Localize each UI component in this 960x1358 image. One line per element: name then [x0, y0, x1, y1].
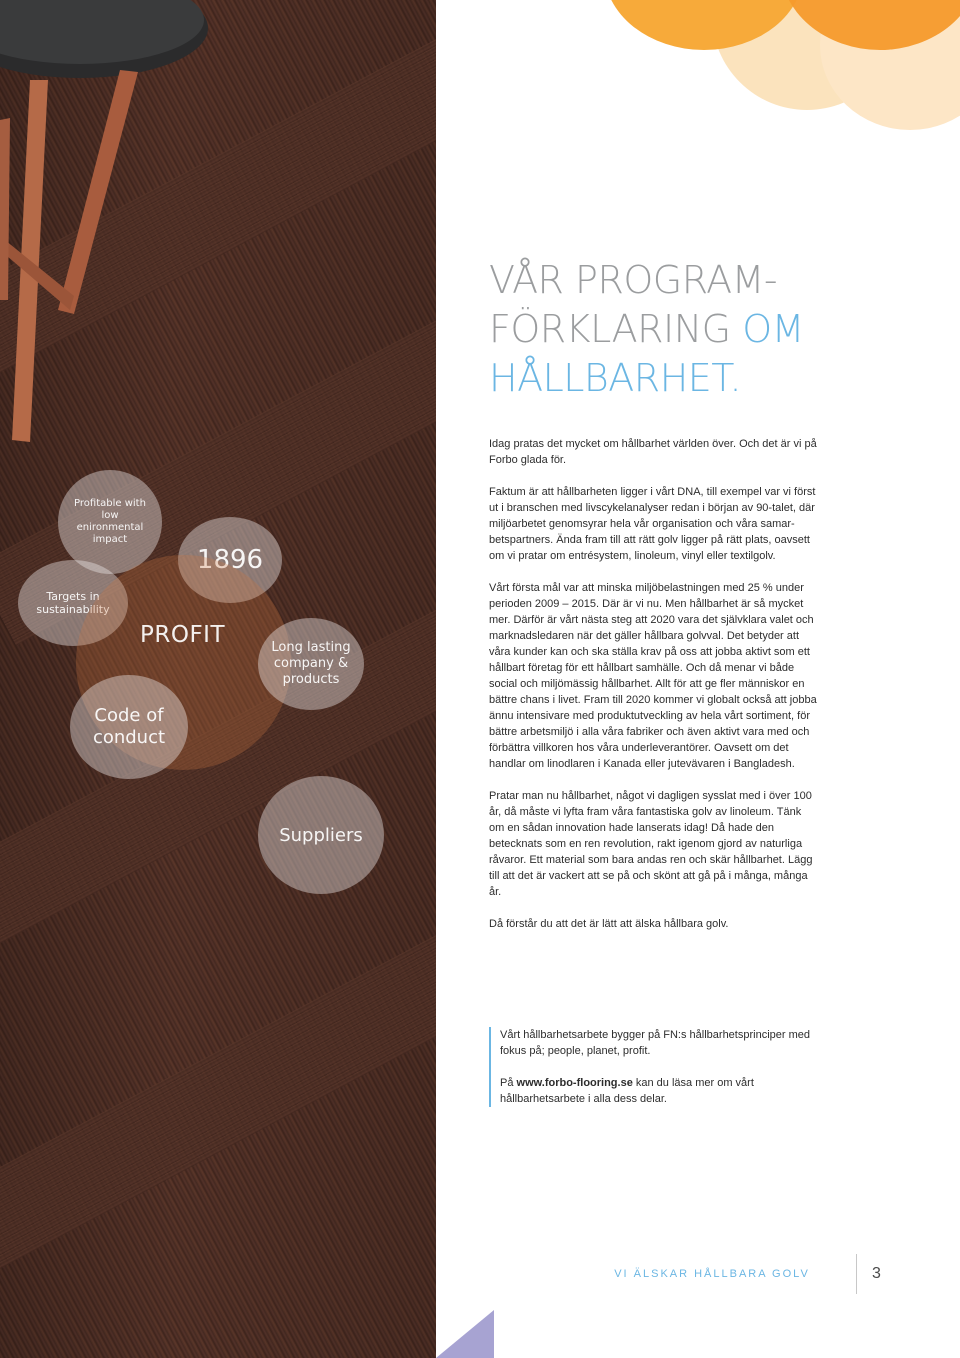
title-line-2-grey: FÖRKLARING [489, 307, 743, 351]
footer-divider [856, 1254, 857, 1294]
page-title [489, 256, 929, 403]
bubble-profitable [58, 470, 162, 574]
info-box [489, 1027, 830, 1107]
bubble-suppliers [258, 776, 384, 894]
paragraph-dna: Faktum är att hållbarheten ligger i vårt DNA, till exempel var vi först ut i branschen med livscykelanalyser redan i början av 90-talet, där miljöarbetet genomsyrar hela vår organisation och våra samar-betspartners. Ända fram till att rätt golv ligger på rätt plats, oavsett om vi pratar om entrésystem, linoleum, vinyl eller textilgolv. [489, 486, 816, 562]
bubble-code-of-conduct-label: Code of conduct [92, 705, 166, 748]
website-link[interactable]: www.forbo-flooring.se [516, 1077, 633, 1089]
footer-tagline: VI ÄLSKAR HÅLLBARA GOLV [614, 1268, 810, 1280]
floor-photo [0, 0, 436, 1358]
bubble-suppliers-label: Suppliers [279, 824, 363, 846]
paragraph-linoleum: Pratar man nu hållbarhet, något vi dagligen sysslat med i över 100 år, då måste vi lyfta fram våra fantastiska golv av linoleum. Tänk om en sådan innovation hade lanserats idag! Då hade den betecknats som en ren revolution, rakt igenom gjord av naturliga råvaror. Ett material som bara andas ren och skär hållbarhet. Lägg till att det är vackert att se på och skönt att gå på i många, många år. [489, 790, 813, 898]
paragraph-intro: Idag pratas det mycket om hållbarhet världen över. Och det är vi på Forbo glada för. [489, 438, 817, 466]
body-text [489, 436, 819, 948]
decorative-triangle [436, 1310, 494, 1358]
info-website-prefix: På [500, 1077, 517, 1089]
title-line-2 [489, 305, 929, 354]
bubble-long-lasting-label: Long lasting company & products [271, 640, 351, 687]
bubble-profitable-label: Profitable with low enironmental impact [74, 498, 146, 545]
bubble-year-label: 1896 [196, 545, 264, 575]
title-line-3: HÅLLBARHET. [489, 356, 742, 400]
paragraph-goals: Vårt första mål var att minska miljöbelastningen med 25 % under perioden 2009 – 2015. Där är vi nu. Men hållbarhet är så mycket mer. Därför är vårt nästa steg att 2020 vara det självklara valet och marknadsledaren när det gäller hållbara golvval. Det betyder att våra kunder kan och ska ställa krav på oss att jobba aktivt som ett hållbart företag för ett hållbart samhälle. Och då menar vi både social och miljömässig hållbarhet. Allt för att ge fler människor en bättre chans i livet. Fram till 2020 kommer vi globalt också att jobba ännu intensivare med produktutveckling av hela vårt sortiment, för bättre arbetsmiljö i alla våra fabriker och även aktivt vara med och förbättra villkoren hos våra underleverantörer. Oavsett om det handlar om linodlaren i Kanada eller jutevävaren i Bangladesh. [489, 582, 817, 770]
title-line-1: VÅR PROGRAM- [489, 258, 778, 302]
paragraph-closing: Då förstår du att det är lätt att älska hållbara golv. [489, 918, 729, 930]
info-website-suffix: kan du läsa mer om vårt hållbarhetsarbete i alla dess delar. [500, 1077, 754, 1105]
info-principles: Vårt hållbarhetsarbete bygger på FN:s hållbarhetsprinciper med fokus på; people, planet, profit. [500, 1029, 810, 1057]
bubble-long-lasting [258, 618, 364, 710]
floor-plank [0, 900, 436, 1271]
bubble-code-of-conduct [70, 675, 188, 779]
page-number: 3 [872, 1265, 881, 1282]
info-website [500, 1075, 830, 1107]
bubble-targets-label: Targets in sustainability [36, 590, 110, 616]
profit-label: PROFIT [140, 622, 226, 648]
side-table-image [0, 0, 436, 460]
title-line-2-accent: OM [742, 307, 804, 351]
